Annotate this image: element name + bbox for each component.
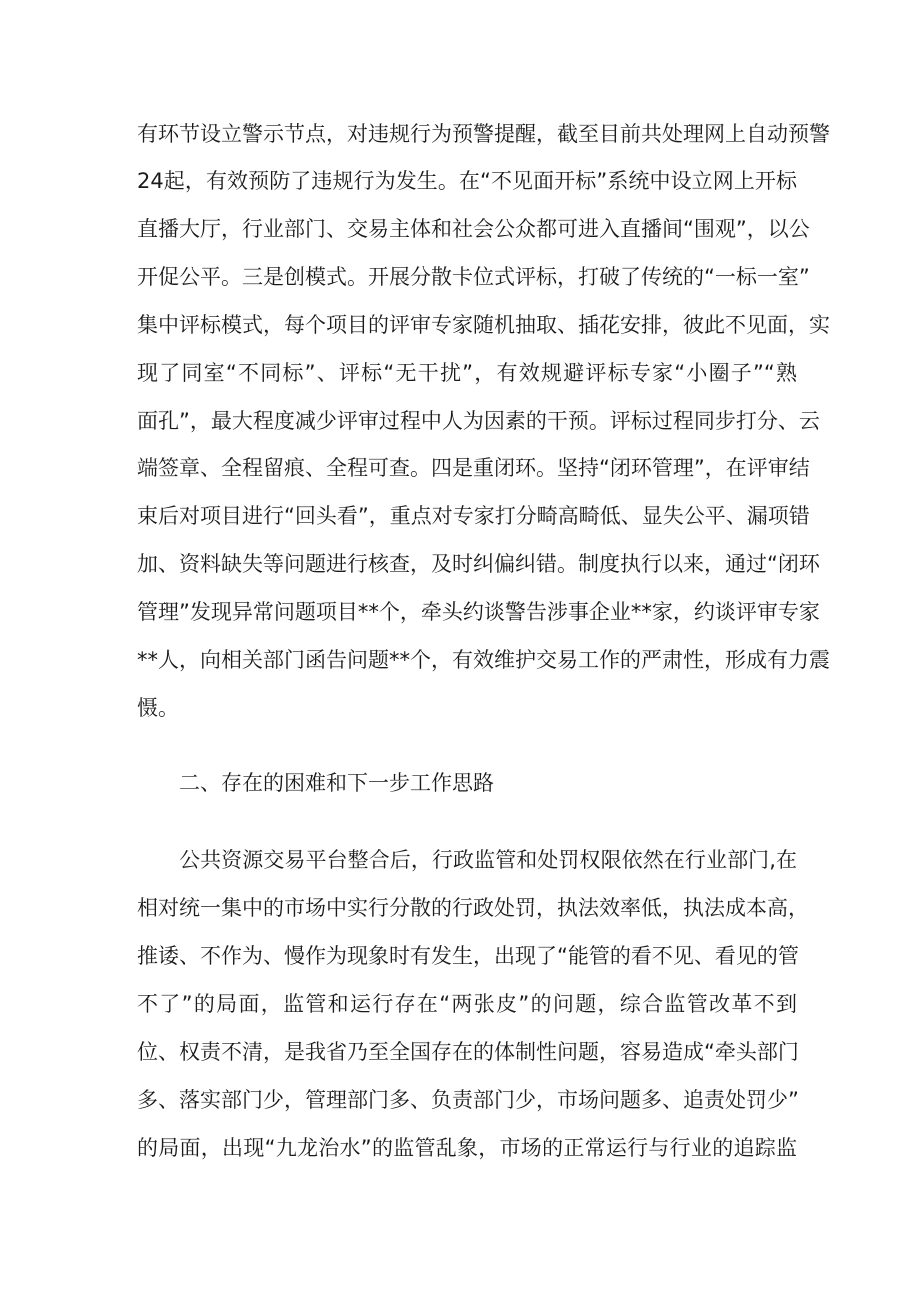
paragraph-line: 有环节设立警示节点，对违规行为预警提醒，截至目前共处理网上自动预警 bbox=[137, 122, 830, 146]
paragraph-line: 加、资料缺失等问题进行核查，及时纠偏纠错。制度执行以来，通过“闭环 bbox=[137, 552, 820, 576]
paragraph-line: 面孔”，最大程度减少评审过程中人为因素的干预。评标过程同步打分、云 bbox=[137, 409, 820, 433]
paragraph-line: 位、权责不清，是我省乃至全国存在的体制性问题，容易造成“牵头部门 bbox=[137, 1040, 799, 1064]
paragraph-line: 不了”的局面，监管和运行存在“两张皮”的问题，综合监管改革不到 bbox=[137, 992, 797, 1016]
paragraph-line: 推诿、不作为、慢作为现象时有发生，出现了“能管的看不见、看见的管 bbox=[137, 944, 799, 968]
paragraph-line: 的局面，出现“九龙治水”的监管乱象，市场的正常运行与行业的追踪监 bbox=[137, 1136, 797, 1160]
paragraph-line: **人，向相关部门函告问题**个，有效维护交易工作的严肃性，形成有力震 bbox=[137, 648, 830, 672]
paragraph-line: 公共资源交易平台整合后，行政监管和处罚权限依然在行业部门,在 bbox=[179, 848, 797, 872]
paragraph-line: 现了同室“不同标”、评标“无干扰”，有效规避评标专家“小圈子”“熟 bbox=[137, 361, 797, 385]
paragraph-line: 相对统一集中的市场中实行分散的行政处罚，执法效率低，执法成本高， bbox=[137, 896, 809, 920]
paragraph-line: 开促公平。三是创模式。开展分散卡位式评标，打破了传统的“一标一室” bbox=[137, 265, 810, 289]
paragraph-line: 慑。 bbox=[137, 696, 179, 720]
paragraph-line: 集中评标模式，每个项目的评审专家随机抽取、插花安排，彼此不见面，实 bbox=[137, 313, 830, 337]
paragraph-line: 多、落实部门少，管理部门多、负责部门少，市场问题多、追责处罚少” bbox=[137, 1088, 799, 1112]
paragraph-line: 端签章、全程留痕、全程可查。四是重闭环。坚持“闭环管理”，在评审结 bbox=[137, 456, 810, 480]
paragraph-line: 管理”发现异常问题项目**个，牵头约谈警告涉事企业**家，约谈评审专家 bbox=[137, 600, 820, 624]
paragraph-line: 24起，有效预防了违规行为发生。在“不见面开标”系统中设立网上开标 bbox=[137, 169, 797, 193]
paragraph-line: 直播大厅，行业部门、交易主体和社会公众都可进入直播间“围观”，以公 bbox=[137, 217, 810, 241]
paragraph-line: 束后对项目进行“回头看”，重点对专家打分畸高畸低、显失公平、漏项错 bbox=[137, 504, 810, 528]
section-heading: 二、存在的困难和下一步工作思路 bbox=[179, 771, 494, 795]
